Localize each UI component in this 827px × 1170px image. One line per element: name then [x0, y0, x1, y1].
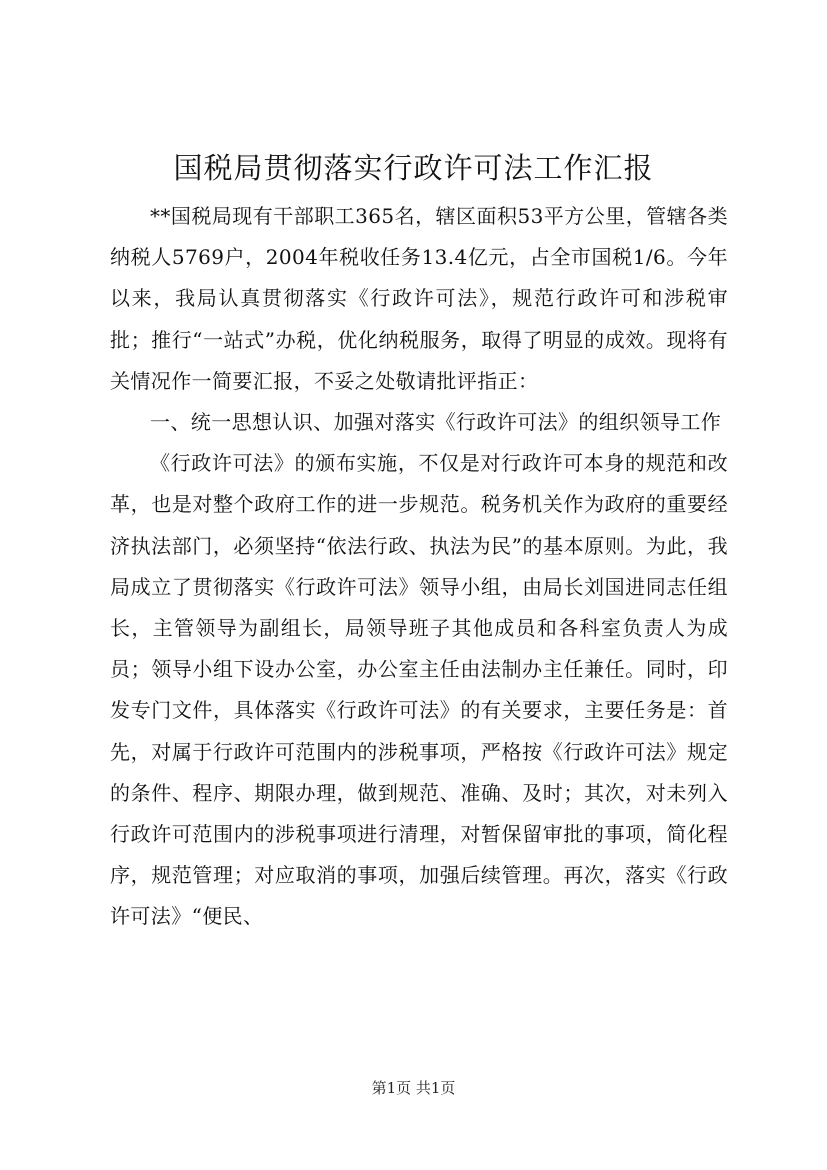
page-footer: 第1页 共1页	[371, 1079, 456, 1097]
document-title: 国税局贯彻落实行政许可法工作汇报	[173, 151, 654, 185]
paragraph-section-body: 《行政许可法》的颁布实施，不仅是对行政许可本身的规范和改革，也是对整个政府工作的进一步规范。税务机关作为政府的重要经济执法部门，必须坚持“依法行政、执法为民”的基本原则。为此，我局成立了贯彻落实《行政许可法》领导小组，由局长刘国进同志任组长，主管领导为副组长，局领导班子其他成员和各科室负责人为成员；领导小组下设办公室，办公室主任由法制办主任兼任。同时，印发专门文件，具体落实《行政许可法》的有关要求，主要任务是：首先，对属于行政许可范围内的涉税事项，严格按《行政许可法》规定的条件、程序、期限办理，做到规范、准确、及时；其次，对未列入行政许可范围内的涉税事项进行清理，对暂保留审批的事项，简化程序，规范管理；对应取消的事项，加强后续管理。再次，落实《行政许可法》“便民、	[110, 451, 728, 929]
paragraph-intro: **国税局现有干部职工365名，辖区面积53平方公里，管辖各类纳税人5769户，2004年税收任务13.4亿元，占全市国税1/6。今年以来，我局认真贯彻落实《行政许可法》，规范行政许可和涉税审批；推行“一站式”办税，优化纳税服务，取得了明显的成效。现将有关情况作一简要汇报，不妥之处敬请批评指正：	[110, 204, 728, 393]
paragraph-section-heading: 一、统一思想认识、加强对落实《行政许可法》的组织领导工作	[150, 410, 722, 435]
document-body	[110, 196, 728, 938]
